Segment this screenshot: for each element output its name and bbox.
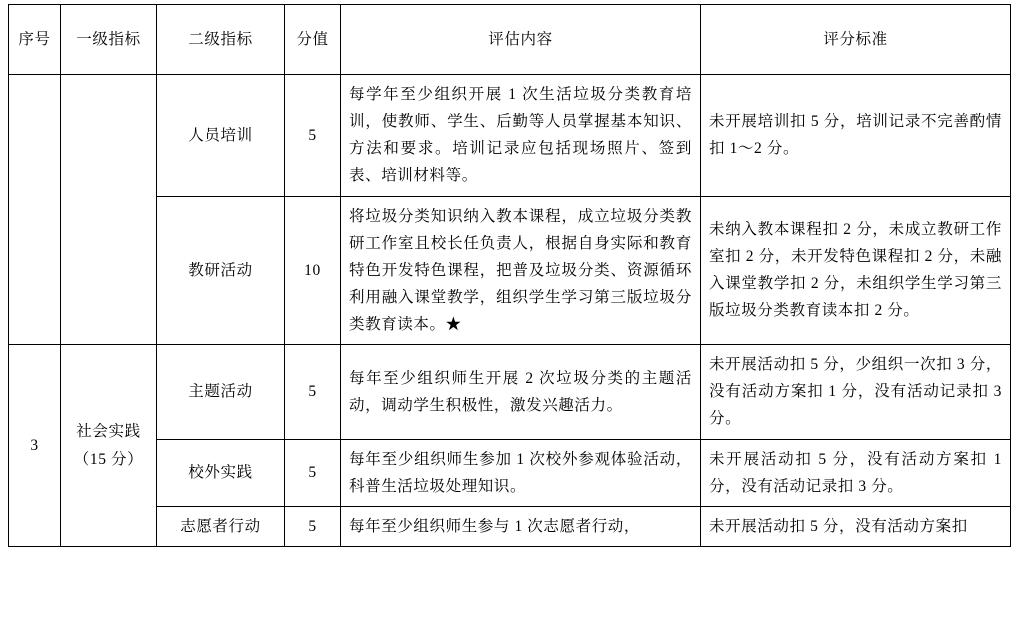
table-row <box>9 75 1011 197</box>
row-score: 5 <box>285 439 341 506</box>
table-header-row <box>9 5 1011 75</box>
assessment-table <box>8 4 1011 547</box>
row-level2: 志愿者行动 <box>157 506 285 546</box>
row-level2: 校外实践 <box>157 439 285 506</box>
row-level2: 人员培训 <box>157 75 285 197</box>
column-header-content: 评估内容 <box>341 5 701 75</box>
document-page <box>0 4 1024 640</box>
row-criteria: 未开展活动扣 5 分，没有活动方案扣 1 分，没有活动记录扣 3 分。 <box>701 439 1011 506</box>
row-level2: 主题活动 <box>157 345 285 439</box>
column-header-criteria: 评分标准 <box>701 5 1011 75</box>
row-criteria: 未开展活动扣 5 分，没有活动方案扣 <box>701 506 1011 546</box>
row-content: 将垃圾分类知识纳入教本课程，成立垃圾分类教研工作室且校长任负责人，根据自身实际和教育特色开发特色课程，把普及垃圾分类、资源循环利用融入课堂教学，组织学生学习第三版垃圾分类教育读本。★ <box>341 196 701 345</box>
row-score: 5 <box>285 75 341 197</box>
row-level2: 教研活动 <box>157 196 285 345</box>
table-body <box>9 75 1011 547</box>
row-content: 每学年至少组织开展 1 次生活垃圾分类教育培训，使教师、学生、后勤等人员掌握基本知识、方法和要求。培训记录应包括现场照片、签到表、培训材料等。 <box>341 75 701 197</box>
row-content: 每年至少组织师生开展 2 次垃圾分类的主题活动，调动学生积极性，激发兴趣活力。 <box>341 345 701 439</box>
table-row <box>9 506 1011 546</box>
row-criteria: 未纳入教本课程扣 2 分，未成立教研工作室扣 2 分，未开发特色课程扣 2 分，未融入课堂教学扣 2 分，未组织学生学习第三版垃圾分类教育读本扣 2 分。 <box>701 196 1011 345</box>
column-header-level2: 二级指标 <box>157 5 285 75</box>
row-no <box>9 75 61 345</box>
row-score: 5 <box>285 345 341 439</box>
column-header-score: 分值 <box>285 5 341 75</box>
column-header-no: 序号 <box>9 5 61 75</box>
row-content: 每年至少组织师生参与 1 次志愿者行动， <box>341 506 701 546</box>
table-row <box>9 345 1011 439</box>
table-row <box>9 439 1011 506</box>
level1-label-line1: 社会实践 <box>76 423 141 441</box>
row-level1 <box>61 75 157 345</box>
row-score: 5 <box>285 506 341 546</box>
level1-label-line2: （15 分） <box>73 450 144 468</box>
table-row <box>9 196 1011 345</box>
row-level1 <box>61 345 157 547</box>
table-header <box>9 5 1011 75</box>
column-header-level1: 一级指标 <box>61 5 157 75</box>
row-criteria: 未开展活动扣 5 分，少组织一次扣 3 分，没有活动方案扣 1 分，没有活动记录扣 3 分。 <box>701 345 1011 439</box>
row-content: 每年至少组织师生参加 1 次校外参观体验活动，科普生活垃圾处理知识。 <box>341 439 701 506</box>
row-criteria: 未开展培训扣 5 分，培训记录不完善酌情扣 1～2 分。 <box>701 75 1011 197</box>
row-score: 10 <box>285 196 341 345</box>
row-no: 3 <box>9 345 61 547</box>
